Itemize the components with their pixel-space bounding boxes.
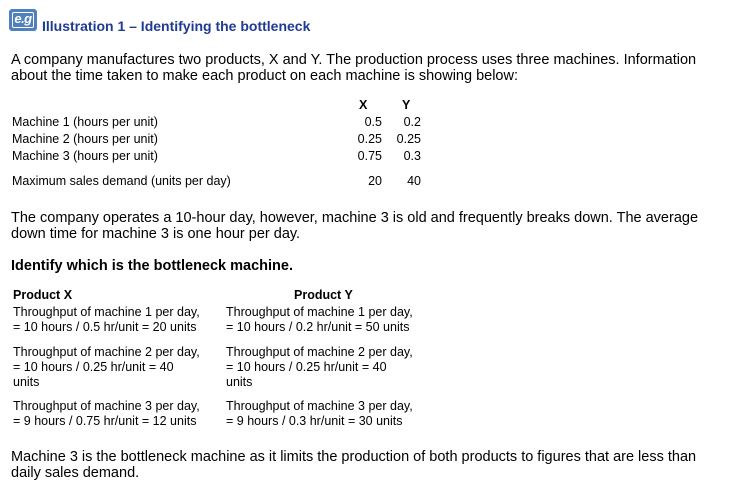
header-y: Y — [402, 98, 411, 112]
row-x-demand: 20 — [368, 174, 382, 188]
illustration-title: Illustration 1 – Identifying the bottleneck — [42, 18, 311, 34]
product-x-block-1: Throughput of machine 1 per day, = 10 hours / 0.5 hr/unit = 20 units — [13, 305, 200, 334]
product-y-block-2: Throughput of machine 2 per day, = 10 hours / 0.25 hr/unit = 40 units — [226, 345, 413, 389]
product-y-block-1: Throughput of machine 1 per day, = 10 hours / 0.2 hr/unit = 50 units — [226, 305, 413, 334]
row-label-machine-3: Machine 3 (hours per unit) — [12, 149, 158, 163]
header-x: X — [359, 98, 368, 112]
row-y-machine-3: 0.3 — [403, 149, 421, 163]
conclusion-paragraph: Machine 3 is the bottleneck machine as it limits the production of both products to figures that are less than daily sales demand. — [11, 449, 697, 481]
row-x-machine-2: 0.25 — [357, 132, 382, 146]
downtime-paragraph: The company operates a 10-hour day, however, machine 3 is old and frequently breaks down. The average down time for machine 3 is one hour per day. — [11, 210, 699, 242]
row-y-machine-2: 0.25 — [396, 132, 421, 146]
example-icon: e.g — [9, 9, 37, 31]
row-y-demand: 40 — [407, 174, 421, 188]
product-y-heading: Product Y — [294, 288, 353, 302]
row-label-demand: Maximum sales demand (units per day) — [12, 174, 231, 188]
row-label-machine-2: Machine 2 (hours per unit) — [12, 132, 158, 146]
product-y-block-3: Throughput of machine 3 per day, = 9 hours / 0.3 hr/unit = 30 units — [226, 399, 413, 428]
intro-paragraph: A company manufactures two products, X and Y. The production process uses three machines. Information about the time taken to make each product on each machine is showing below: — [11, 52, 697, 84]
product-x-block-2: Throughput of machine 2 per day, = 10 hours / 0.25 hr/unit = 40 units — [13, 345, 200, 389]
row-y-machine-1: 0.2 — [403, 115, 421, 129]
product-x-block-3: Throughput of machine 3 per day, = 9 hours / 0.75 hr/unit = 12 units — [13, 399, 200, 428]
product-x-heading: Product X — [13, 288, 73, 302]
row-label-machine-1: Machine 1 (hours per unit) — [12, 115, 158, 129]
row-x-machine-3: 0.75 — [357, 149, 382, 163]
question-text: Identify which is the bottleneck machine. — [11, 258, 293, 274]
row-x-machine-1: 0.5 — [364, 115, 382, 129]
